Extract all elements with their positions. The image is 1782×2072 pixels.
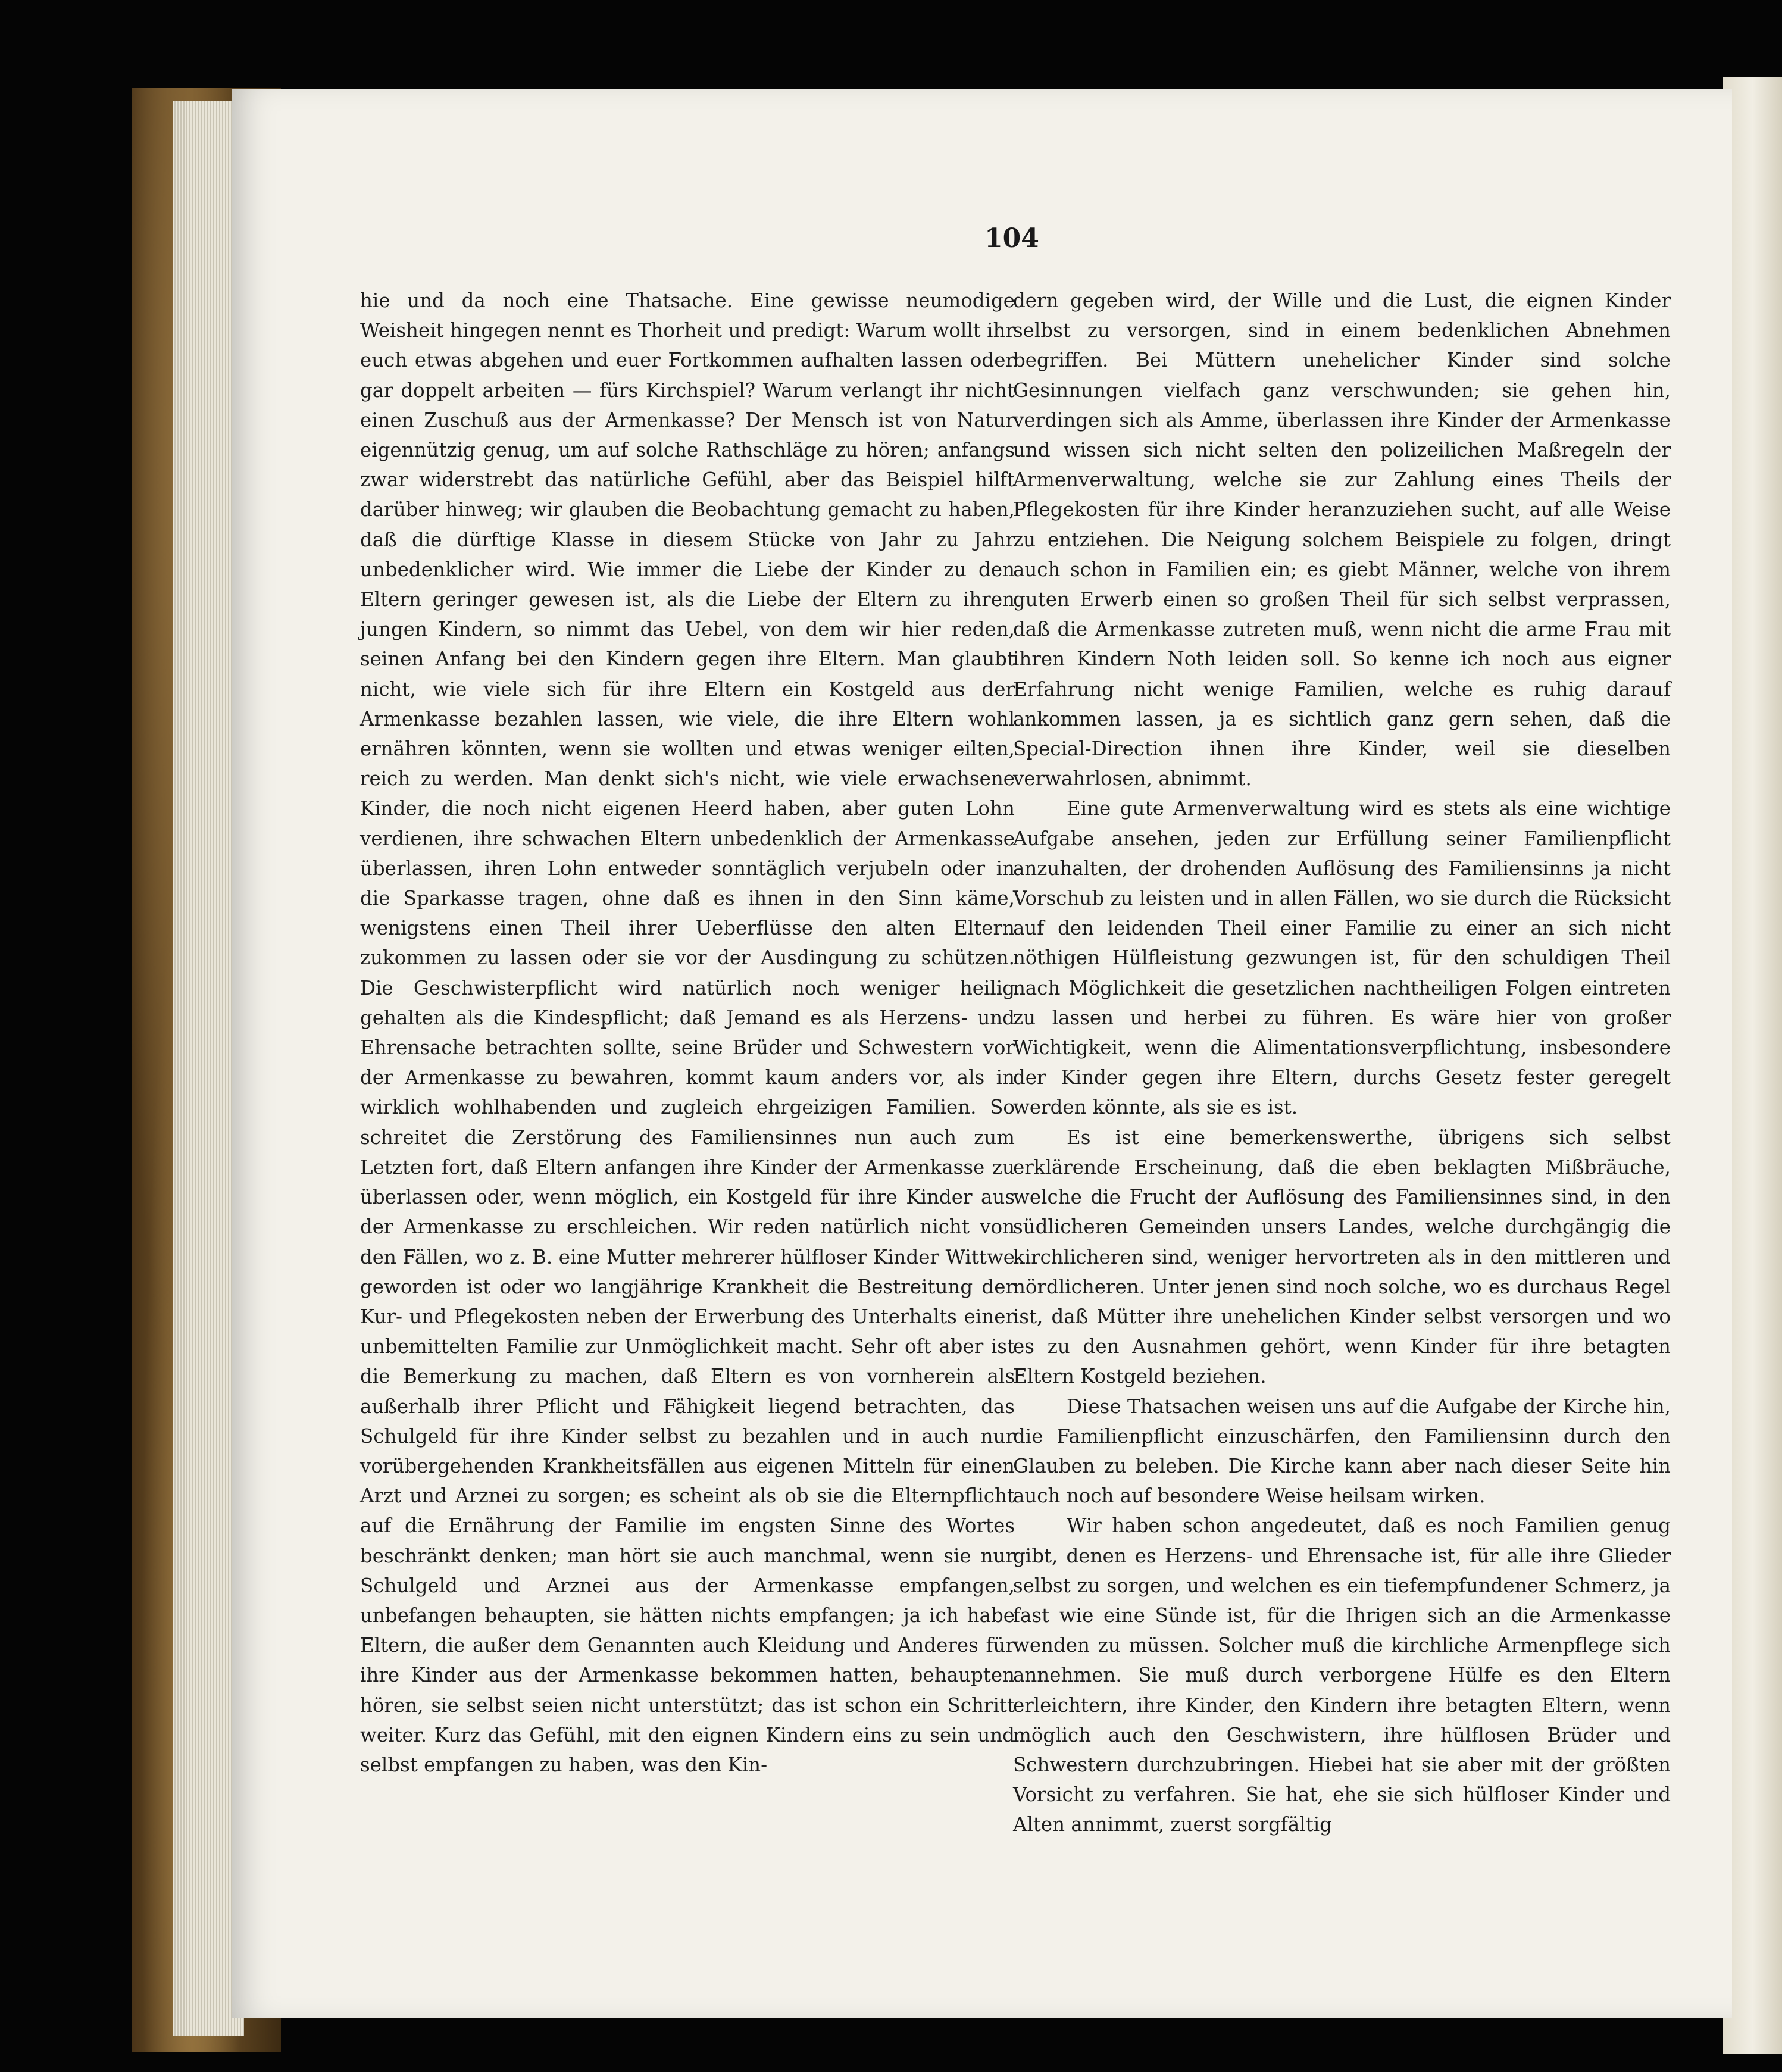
- left-paragraph-1: hie und da noch eine Thatsache. Eine gewisse neumodige Weisheit hingegen nennt es Thorheit und predigt: Warum wollt ihr euch etwas abgehen und euer Fortkommen aufhalten lassen oder gar doppelt arbeiten — fürs Kirchspiel? Warum verlangt ihr nicht einen Zuschuß aus der Armenkasse? Der Mensch ist von Natur eigennützig genug, um auf solche Rathschläge zu hören; anfangs zwar widerstrebt das natürliche Gefühl, aber das Beispiel hilft darüber hinweg; wir glauben die Beobachtung gemacht zu haben, daß die dürftige Klasse in diesem Stücke von Jahr zu Jahr unbedenklicher wird. Wie immer die Liebe der Kinder zu den Eltern geringer gewesen ist, als die Liebe der Eltern zu ihren jungen Kindern, so nimmt das Uebel, von dem wir hier reden, seinen Anfang bei den Kindern gegen ihre Eltern. Man glaubt nicht, wie viele sich für ihre Eltern ein Kostgeld aus der Armenkasse bezahlen lassen, wie viele, die ihre Eltern wohl ernähren könnten, wenn sie wollten und etwas weniger eilten, reich zu werden. Man denkt sich's nicht, wie viele erwachsene Kinder, die noch nicht eigenen Heerd haben, aber guten Lohn verdienen, ihre schwachen Eltern unbedenklich der Armenkasse überlassen, ihren Lohn entweder sonntäglich verjubeln oder in die Sparkasse tragen, ohne daß es ihnen in den Sinn käme, wenigstens einen Theil ihrer Ueberflüsse den alten Eltern zukommen zu lassen oder sie vor der Ausdingung zu schützen. Die Geschwisterpflicht wird natürlich noch weniger heilig gehalten als die Kindespflicht; daß Jemand es als Herzens- und Ehrensache betrachten sollte, seine Brüder und Schwestern vor der Armenkasse zu bewahren, kommt kaum anders vor, als in wirklich wohlhabenden und zugleich ehrgeizigen Familien. So schreitet die Zerstörung des Familiensinnes nun auch zum Letzten fort, daß Eltern anfangen ihre Kinder der Armenkasse zu überlassen oder, wenn möglich, ein Kostgeld für ihre Kinder aus der Armenkasse zu erschleichen. Wir reden natürlich nicht von den Fällen, wo z. B. eine Mutter mehrerer hülfloser Kinder Wittwe geworden ist oder wo langjährige Krankheit die Bestreitung der Kur- und Pflegekosten neben der Erwerbung des Unterhalts einer unbemittelten Familie zur Unmöglichkeit macht. Sehr oft aber ist die Bemerkung zu machen, daß Eltern es von vornherein als außerhalb ihrer Pflicht und Fähigkeit liegend betrachten, das Schulgeld für ihre Kinder selbst zu bezahlen und in auch nur vorübergehenden Krankheitsfällen aus eigenen Mitteln für einen Arzt und Arznei zu sorgen; es scheint als ob sie die Elternpflicht auf die Ernährung der Familie im engsten Sinne des Wortes beschränkt denken; man hört sie auch manchmal, wenn sie nur Schulgeld und Arznei aus der Armenkasse empfangen, unbefangen behaupten, sie hätten nichts empfangen; ja ich habe Eltern, die außer dem Genannten auch Kleidung und Anderes für ihre Kinder aus der Armenkasse bekommen hatten, behaupten hören, sie selbst seien nicht unterstützt; das ist schon ein Schritt weiter. Kurz das Gefühl, mit den eignen Kindern eins zu sein und selbst empfangen zu haben, was den Kin-: [360, 289, 1015, 1776]
- right-paragraph-1: dern gegeben wird, der Wille und die Lust, die eignen Kinder selbst zu versorgen, sind in einem bedenklichen Abnehmen begriffen. Bei Müttern unehelicher Kinder sind solche Gesinnungen vielfach ganz verschwunden; sie gehen hin, verdingen sich als Amme, überlassen ihre Kinder der Armenkasse und wissen sich nicht selten den polizeilichen Maßregeln der Armenverwaltung, welche sie zur Zahlung eines Theils der Pflegekosten für ihre Kinder heranzuziehen sucht, auf alle Weise zu entziehen. Die Neigung solchem Beispiele zu folgen, dringt auch schon in Familien ein; es giebt Männer, welche von ihrem guten Erwerb einen so großen Theil für sich selbst verprassen, daß die Armenkasse zutreten muß, wenn nicht die arme Frau mit ihren Kindern Noth leiden soll. So kenne ich noch aus eigner Erfahrung nicht wenige Familien, welche es ruhig darauf ankommen lassen, ja es sichtlich ganz gern sehen, daß die Special-Direction ihnen ihre Kinder, weil sie dieselben verwahrlosen, abnimmt.: [1013, 289, 1671, 790]
- right-column: [1013, 286, 1671, 1840]
- page-number: 104: [984, 223, 1039, 254]
- right-paragraph-4: Diese Thatsachen weisen uns auf die Aufgabe der Kirche hin, die Familienpflicht einzuschärfen, den Familiensinn durch den Glauben zu beleben. Die Kirche kann aber nach dieser Seite hin auch noch auf besondere Weise heilsam wirken.: [1013, 1395, 1671, 1508]
- right-paragraph-5: Wir haben schon angedeutet, daß es noch Familien genug gibt, denen es Herzens- und Ehrensache ist, für alle ihre Glieder selbst zu sorgen, und welchen es ein tiefempfundener Schmerz, ja fast wie eine Sünde ist, für die Ihrigen sich an die Armenkasse wenden zu müssen. Solcher muß die kirchliche Armenpflege sich annehmen. Sie muß durch verborgene Hülfe es den Eltern erleichtern, ihre Kinder, den Kindern ihre betagten Eltern, wenn möglich auch den Geschwistern, ihre hülflosen Brüder und Schwestern durchzubringen. Hiebei hat sie aber mit der größten Vorsicht zu verfahren. Sie hat, ehe sie sich hülfloser Kinder und Alten annimmt, zuerst sorgfältig: [1013, 1514, 1671, 1836]
- right-paragraph-2: Eine gute Armenverwaltung wird es stets als eine wichtige Aufgabe ansehen, jeden zur Erfüllung seiner Familienpflicht anzuhalten, der drohenden Auflösung des Familiensinns ja nicht Vorschub zu leisten und in allen Fällen, wo sie durch die Rücksicht auf den leidenden Theil einer Familie zu einer an sich nicht nöthigen Hülfleistung gezwungen ist, für den schuldigen Theil nach Möglichkeit die gesetzlichen nachtheiligen Folgen eintreten zu lassen und herbei zu führen. Es wäre hier von großer Wichtigkeit, wenn die Alimentationsverpflichtung, insbesondere der Kinder gegen ihre Eltern, durchs Gesetz fester geregelt werden könnte, als sie es ist.: [1013, 797, 1671, 1119]
- book-page: [232, 89, 1732, 2018]
- right-paragraph-3: Es ist eine bemerkenswerthe, übrigens sich selbst erklärende Erscheinung, daß die eben beklagten Mißbräuche, welche die Frucht der Auflösung des Familiensinnes sind, in den südlicheren Gemeinden unsers Landes, welche durchgängig die kirchlicheren sind, weniger hervortreten als in den mittleren und nördlicheren. Unter jenen sind noch solche, wo es durchaus Regel ist, daß Mütter ihre unehelichen Kinder selbst versorgen und wo es zu den Ausnahmen gehört, wenn Kinder für ihre betagten Eltern Kostgeld beziehen.: [1013, 1126, 1671, 1388]
- left-column: [360, 286, 1015, 1780]
